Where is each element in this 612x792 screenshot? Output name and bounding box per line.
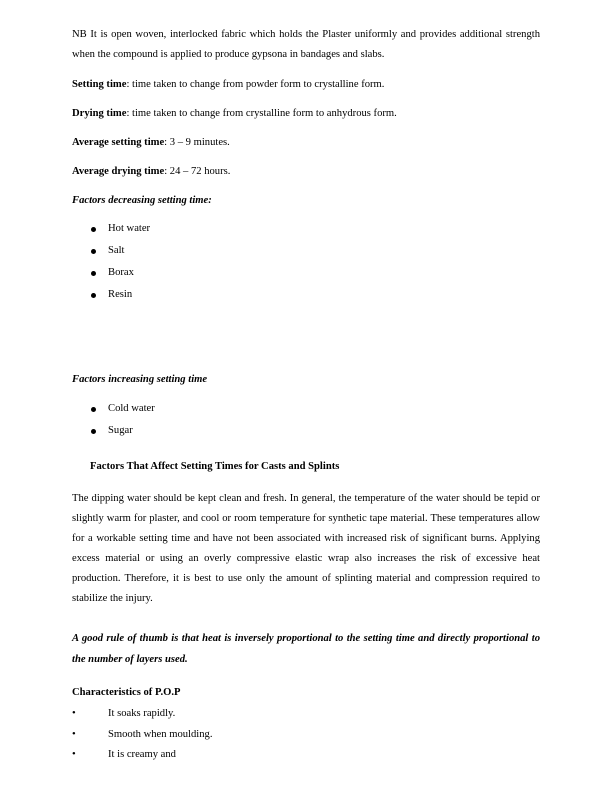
increasing-factors-list (72, 398, 155, 442)
rule-of-thumb: A good rule of thumb is that heat is inversely proportional to the setting time and directly proportional to the number of layers used. (72, 633, 540, 665)
characteristics-list (72, 704, 212, 766)
increasing-factors-heading: Factors increasing setting time (72, 374, 208, 385)
characteristics-heading: Characteristics of P.O.P (72, 687, 181, 698)
decreasing-factors-list (72, 218, 150, 306)
definition-text: : 3 – 9 minutes. (164, 137, 230, 148)
dipping-water-paragraph: The dipping water should be kept clean and fresh. In general, the temperature of the water should be tepid or slightly warm for plaster, and cool or room temperature for synthetic tape material. These temperatures allow for a workable setting time and have not been associated with increased risk of significant burns. Applying excess material or using an overly compressive elastic wrap also increases the risk of excessive heat production. Therefore, it is best to use only the amount of splinting material and compression required to stabilize the injury. (72, 493, 540, 604)
definition-drying-time (72, 104, 540, 124)
list-item: Resin (72, 284, 150, 306)
list-item: • It soaks rapidly. (72, 704, 212, 725)
decreasing-factors-heading: Factors decreasing setting time: (72, 195, 212, 206)
list-item: • Smooth when moulding. (72, 725, 212, 746)
list-item: Hot water (72, 218, 150, 240)
list-item: Borax (72, 262, 150, 284)
intro-paragraph: NB It is open woven, interlocked fabric which holds the Plaster uniformly and provides additional strength when the compound is applied to produce gypsona in bandages and slabs. (72, 29, 540, 60)
definition-term: Average drying time (72, 166, 165, 177)
definition-text: : time taken to change from crystalline form to anhydrous form. (126, 108, 397, 119)
definition-average-drying-time (72, 162, 540, 182)
list-item: Salt (72, 240, 150, 262)
definition-term: Setting time (72, 79, 127, 90)
definition-average-setting-time (72, 133, 540, 153)
definition-setting-time (72, 75, 540, 95)
definition-text: : time taken to change from powder form to crystalline form. (126, 79, 385, 90)
list-item: Sugar (72, 420, 155, 442)
definition-term: Drying time (72, 108, 127, 119)
definition-text: : 24 – 72 hours. (164, 166, 231, 177)
section-heading: Factors That Affect Setting Times for Casts and Splints (90, 461, 340, 472)
list-item: • It is creamy and (72, 745, 212, 766)
list-item: Cold water (72, 398, 155, 420)
definition-term: Average setting time (72, 137, 165, 148)
